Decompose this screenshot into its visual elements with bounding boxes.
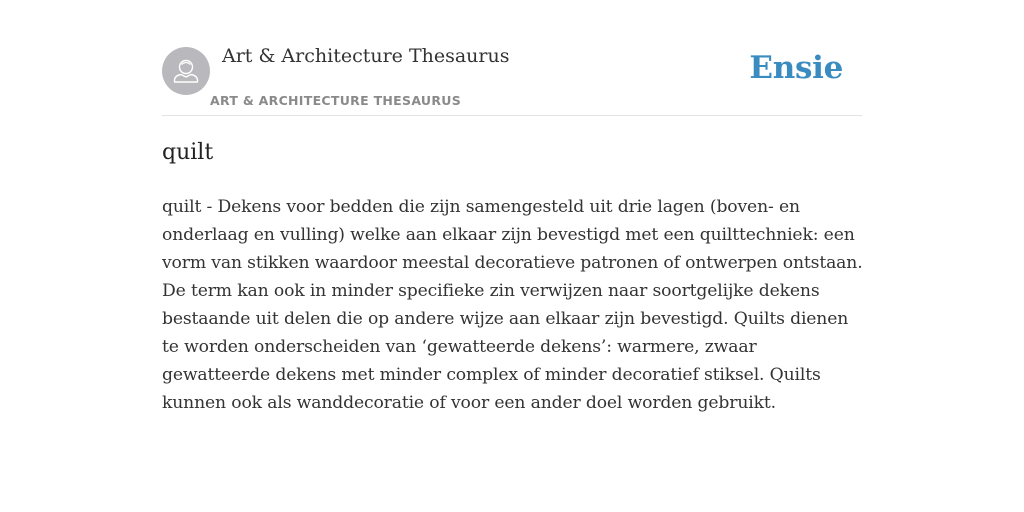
entry-header	[162, 0, 862, 116]
author-name[interactable]: Art & Architecture Thesaurus	[222, 45, 510, 67]
ensie-logo[interactable]: Ensie	[749, 50, 843, 86]
entry-card	[162, 0, 862, 512]
term-definition: quilt - Dekens voor bedden die zijn samengesteld uit drie lagen (boven- en onderlaag en vulling) welke aan elkaar zijn bevestigd met een quilttechniek: een vorm van stikken waardoor meestal decoratieve patronen of ontwerpen ontstaan. De term kan ook in minder specifieke zin verwijzen naar soortgelijke dekens bestaande uit delen die op andere wijze aan elkaar zijn bevestigd. Quilts dienen te worden onderscheiden van ‘gewatteerde dekens’: warmere, zwaar gewatteerde dekens met minder complex of minder decoratief stiksel. Quilts kunnen ook als wanddecoratie of voor een ander doel worden gebruikt.	[162, 197, 863, 413]
author-avatar[interactable]	[162, 47, 210, 95]
term-title: quilt	[162, 140, 214, 165]
source-label[interactable]: ART & ARCHITECTURE THESAURUS	[210, 93, 462, 108]
user-icon	[162, 47, 210, 95]
